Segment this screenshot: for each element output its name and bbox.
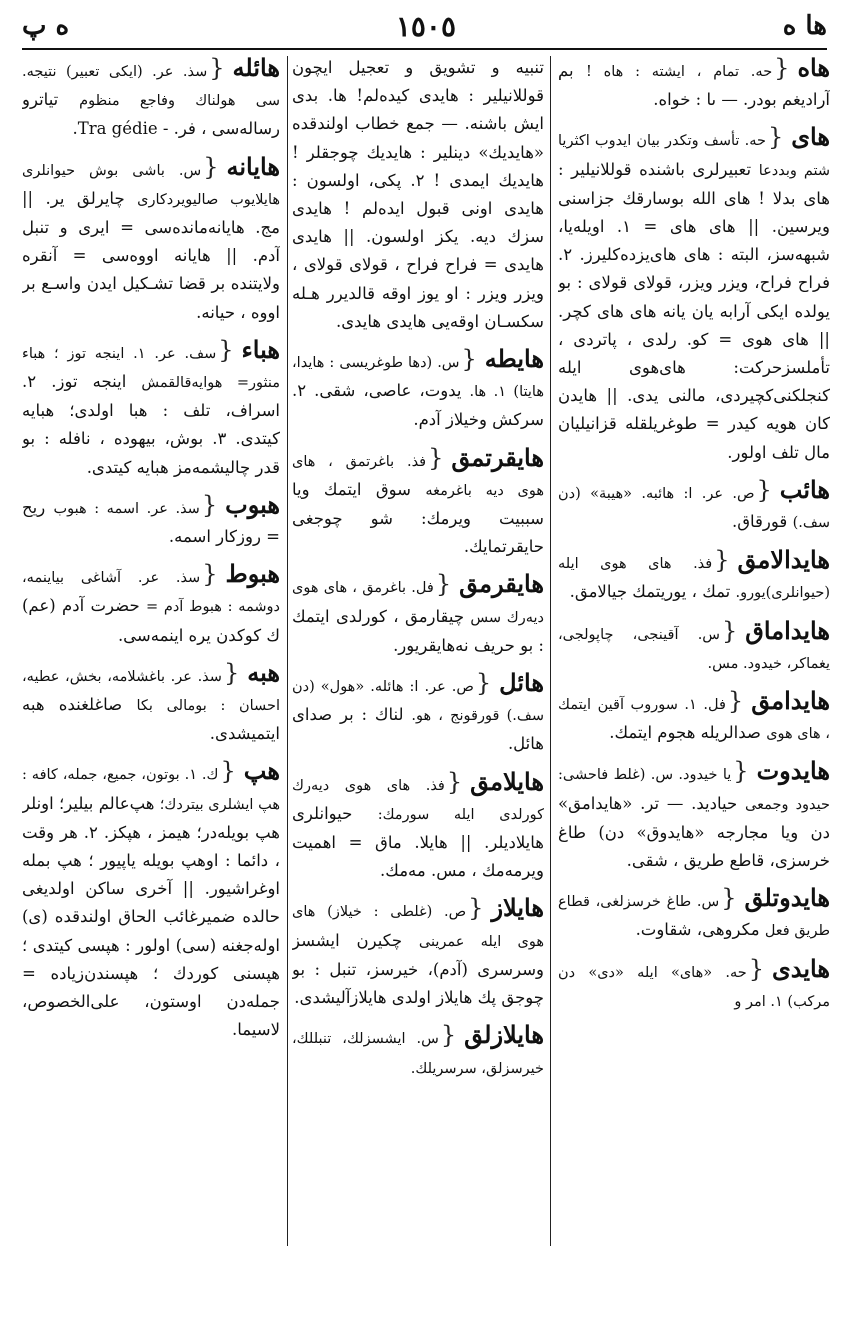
entry-definition: حیادید. — تر. «هایدامق» دن ویا مجارجه «هایدوق» دن) طاغ خرسزی، قاطع طریق ، شقی. <box>558 793 830 871</box>
brace-mark: { <box>767 123 784 152</box>
brace-mark: { <box>209 54 225 82</box>
entry-grammar: ك. ١. بوتون، جمیع، جمله، کافه : هپ ایشلری بیتردك؛ <box>22 767 280 813</box>
entry-headword: هایقرتمق <box>451 442 544 472</box>
entry-grammar: س. باشی بوش حیوانلری هایلایوب صالیویردکاری <box>22 162 280 208</box>
column-left <box>22 54 280 1254</box>
entry-definition: چیقارمق ، کورلدی ایتمك : بو حریف نه‌هایقریور. <box>292 606 544 655</box>
entry-grammar: حه. تأسف وتکدر بیان ایدوب اکثریا شتم وبددعا <box>558 133 830 179</box>
brace-mark: { <box>435 570 452 599</box>
entry-definition: حیوانلری هایلادیلر. || هایلا. ماق = اهمیت ویرمه‌مك ، مس. مه‌مك. <box>292 803 544 881</box>
dictionary-entry <box>292 54 544 336</box>
entry-headword: هائل <box>499 668 544 698</box>
entry-definition: تعبیرلری باشنده قوللانیلیر : های بدلا ! های الله بوسارقك جزاسنی ویرسین. || های های = ١. اویله‌یا، شبهه‌سز، البته : های های‌یزده‌کلیرز. ٢. فراح فراح، ویزر ویزر، قولای قولای : بو یولده ایکی آرابه یان یانه های های کچر. || های هوی = کو. رلدی ، پاتردی ، تأملسزحرکت: های‌هوی ایله کنجلکنی‌کچیردی، مالنی یدی. || هایدن کان هویه کیدر = طوغریلقله قزانیلیان مال تلف اولور. <box>558 159 830 462</box>
entry-headword: هایطه <box>484 344 544 374</box>
brace-mark: { <box>218 335 234 364</box>
brace-mark: { <box>203 152 219 181</box>
brace-mark: { <box>223 658 240 687</box>
entry-definition: ریح = روزکار اسمه. <box>22 497 280 547</box>
entry-grammar: ص. عر. ا: هائله. «هول» (دن سف.) قورقونج ، هو. <box>292 679 544 725</box>
dictionary-entry <box>22 54 280 144</box>
entry-definition: مکروهی، شقاوت. <box>635 920 760 940</box>
entry-grammar: فل. باغرمق ، های هوی دیەرك سس <box>292 580 544 626</box>
brace-mark: { <box>202 560 218 589</box>
entry-grammar: حه. تمام ، ایشته : هاه ! <box>586 64 773 80</box>
entry-definition: قورقاق. <box>731 512 788 532</box>
brace-mark: { <box>756 475 772 504</box>
dictionary-entry <box>558 617 830 678</box>
entry-definition: تمك ، یوریتمك جیالامق. <box>569 582 731 602</box>
entry-headword: هپ <box>243 756 280 786</box>
dictionary-entry <box>292 444 544 562</box>
brace-mark: { <box>733 757 749 786</box>
entry-definition: لناك : بر صدای هائل. <box>292 705 544 754</box>
entry-headword: هایدامق <box>751 686 830 716</box>
entry-headword: هایدی <box>771 953 830 983</box>
dictionary-entry <box>292 894 544 1012</box>
dictionary-entry <box>558 955 830 1016</box>
entry-grammar: ص. عر. ا: هائبه. «هیبة» (دن سف.) <box>558 485 830 532</box>
brace-mark: { <box>721 884 737 913</box>
entry-grammar: فذ. های هوی ایله (حیوانلری)یورو. <box>558 556 830 602</box>
dictionary-entry <box>22 153 280 327</box>
entry-headword: هایلاز <box>491 893 544 923</box>
entry-definition: بم آرادیغم بودر. — ىا : خواه. <box>558 61 830 110</box>
entry-headword: هائب <box>779 474 830 504</box>
brace-mark: { <box>440 1021 457 1050</box>
entry-definition: تنبیه و تشویق و تعجیل ایچون قوللانیلیر : هایدی کیدەلم! ها. بدی ایش باشنه. — جمع خطاب اولندقده «هایدیك» دینلیر : هایدیك چوجقلر ! هایدیك ایمدی ! ٢. پکی، اولسون : هایدی اونی قبول ایدەلم ! هایدی سزك دیه. یکز اولسون. || هایدی هایدی = فراح فراح ، قولای قولای ، ویزر ویزر : او یوز اوقه قالدیرر هـله سکسـان اوقه‌یی هایدی هایدی. <box>292 58 544 331</box>
entry-definition: تیاترو رساله‌سی ، فر. - Tra gédie. <box>22 90 280 139</box>
entry-grammar: فذ. های هوی دیەرك کورلدی ایله سورمك: <box>292 777 544 823</box>
entry-definition: سوق ایتمك ویا سببیت ویرمك: شو چوجغی حایقرتمایك. <box>292 479 544 557</box>
entry-headword: هایداماق <box>745 615 830 645</box>
brace-mark: { <box>428 443 444 472</box>
entry-headword: هایدوت <box>756 756 830 786</box>
dictionary-entry <box>292 1021 544 1082</box>
brace-mark: { <box>714 546 730 575</box>
dictionary-entry <box>558 123 830 466</box>
entry-headword: های <box>791 122 830 152</box>
brace-mark: { <box>468 894 484 923</box>
entry-definition: یدوت، عاصی، شقی. ٢. سرکش وخیلاز آدم. <box>292 381 544 430</box>
brace-mark: { <box>774 54 790 82</box>
column-divider-right <box>550 56 551 1246</box>
entry-headword: هایانه <box>226 151 280 181</box>
entry-grammar: سذ. عر. آشاغی بیاینمه، دوشمه : هبوط آدم = <box>22 570 280 616</box>
brace-mark: { <box>446 767 463 796</box>
dictionary-entry <box>22 336 280 482</box>
page-header <box>22 6 827 46</box>
entry-headword: هائله <box>232 54 280 82</box>
entry-headword: هباء <box>241 334 280 364</box>
header-rule <box>22 48 827 50</box>
dictionary-entry <box>292 669 544 759</box>
entry-headword: هایلامق <box>470 766 544 796</box>
brace-mark: { <box>475 669 492 698</box>
dictionary-entry <box>292 768 544 886</box>
entry-headword: هایقرمق <box>459 569 544 599</box>
entry-definition: حضرت آدم (عم) ك کوکدن یره اینمه‌سی. <box>22 596 280 645</box>
entry-grammar: فذ. باغرتمق ، های هوی دیه باغرمغه <box>292 453 544 499</box>
page-number: ١٥٠٥ <box>395 9 456 43</box>
column-right <box>558 54 830 1254</box>
entry-definition: هپ‌عالم بیلیر؛ اونلر هپ بویله‌در؛ هیمز ، هپکز. ٢. هر وقت ، دائما : اوهپ بویله یاپیور ؛ هپ بمله اوغراشیور. || آخری ساکن اولدیغی حالده ضمیرغائب الحاق اولندقده (ی) اوله‌جغنه (سی) اولور : هپسی کیتدی ؛ هپسنی کوردك ؛ هپسندن‌زیاده = جمله‌دن اوستون، علی‌الخصوص، لاسیما. <box>22 793 280 1040</box>
entry-grammar: سذ. عر. (ایکی تعبیر) نتیجه. سی هولناك وفاجع منظوم <box>22 64 280 110</box>
entry-definition: اینجه توز. ٢. اسراف، تلف : هبا اولدی؛ هبایه کیتدی. ٣. بوش، بیهوده ، نافله : بو قدر چالیشمه‌مز هبایه کیتدی. <box>22 372 280 477</box>
dictionary-entry <box>558 54 830 114</box>
entry-headword: هایدوتلق <box>744 883 830 913</box>
entry-headword: هبوط <box>225 559 280 589</box>
entry-grammar: حه. «های» ایله «دی» دن مرکب) ١. امر و <box>558 964 830 1010</box>
entry-grammar: سذ. عر. اسمه : هبوب <box>53 500 200 517</box>
header-left-guide: ه پ <box>22 11 70 41</box>
dictionary-entry <box>292 345 544 435</box>
dictionary-entry <box>22 659 280 749</box>
brace-mark: { <box>748 954 764 983</box>
brace-mark: { <box>220 757 236 786</box>
entry-headword: هبوب <box>225 489 280 519</box>
entry-grammar: سف. عر. ١. اینجه توز ؛ هباء منثور= هوایه‌قالقمش <box>22 345 280 392</box>
entry-grammar: ص. (غلطی : خیلاز) های هوی ایله عمرینی <box>292 904 544 950</box>
entry-headword: هایلازلق <box>464 1020 544 1050</box>
dictionary-entry <box>22 757 280 1044</box>
entry-headword: هاه <box>797 54 830 82</box>
entry-headword: هبه <box>247 657 280 687</box>
brace-mark: { <box>727 687 744 716</box>
brace-mark: { <box>201 490 218 519</box>
entry-grammar: س. طاغ خرسزلغی، قطاع طریق فعل <box>558 894 830 940</box>
brace-mark: { <box>461 345 477 374</box>
dictionary-entry <box>558 757 830 875</box>
dictionary-entry <box>558 476 830 537</box>
entry-grammar: فل. ١. سوروب آقین ایتمك ، های هوی <box>558 697 830 743</box>
dictionary-entry <box>558 884 830 945</box>
entry-headword: هایدالامق <box>737 545 830 575</box>
entry-grammar: یا خیدود. س. (غلط فاحشی: حیدود وجمعی <box>558 767 830 813</box>
dictionary-entry <box>558 546 830 607</box>
entry-definition: صدالریله هجوم ایتمك. <box>609 723 761 743</box>
entry-grammar: س. (دها طوغریسی : هایدا، هایتا) ١. ها. <box>292 355 544 401</box>
entry-grammar: س. ایشسزلك، تنبللك، خیرسزلق، سرسریلك. <box>292 1031 544 1077</box>
dictionary-entry <box>22 560 280 650</box>
entry-definition: چکیرن ایشسز وسرسری (آدم)، خیرسز، تنبل : بو چوجق پك هایلاز اولدی هایلازآلیشدی. <box>292 930 544 1008</box>
header-right-guide: ها ه <box>782 11 827 41</box>
column-middle <box>292 54 544 1254</box>
column-divider-left <box>287 56 288 1246</box>
entry-grammar: س. آقینجی، چاپولجی، یغماکر، خیدود. مس. <box>558 626 830 672</box>
entry-definition: چایرلق یر. || مج. هایانه‌ماندەسی = ایری و تنبل آدم. || هایانه اووه‌سی = آنقره ولایتنده بر قضا تشـکیل ایدن واسـع بر اووه ، حیانه. <box>22 188 280 322</box>
dictionary-entry <box>558 687 830 748</box>
brace-mark: { <box>722 616 738 645</box>
entry-grammar: سذ. عر. باغشلامه، بخش، عطیه، احسان : بومالی بکا <box>22 668 280 715</box>
dictionary-entry <box>22 491 280 551</box>
entry-definition: صاغلغنده هبه ایتمیشدی. <box>22 695 280 744</box>
dictionary-entry <box>292 570 544 660</box>
